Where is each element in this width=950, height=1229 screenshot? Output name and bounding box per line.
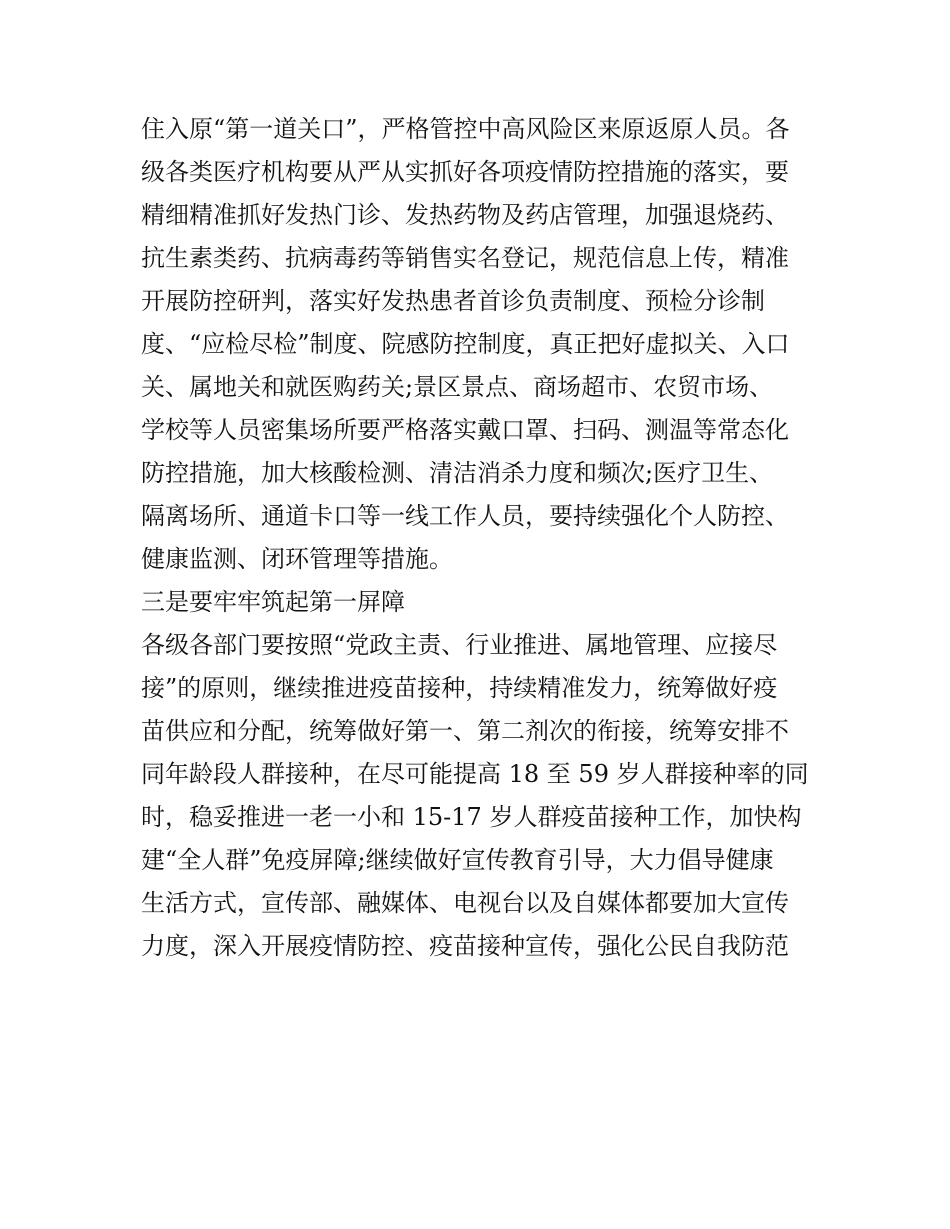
body-text xyxy=(141,108,821,968)
text-line: 学校等人员密集场所要严格落实戴口罩、扫码、测温等常态化 xyxy=(141,416,789,444)
text-line: 生活方式，宣传部、融媒体、电视台以及自媒体都要加大宣传 xyxy=(141,889,789,917)
text-line: 苗供应和分配，统筹做好第一、第二剂次的衔接，统筹安排不 xyxy=(141,717,789,745)
text-line: 住入原“第一道关口”，严格管控中高风险区来原返原人员。各 xyxy=(141,115,790,143)
text-line: 各级各部门要按照“党政主责、行业推进、属地管理、应接尽 xyxy=(141,631,778,659)
text-line: 时，稳妥推进一老一小和 15-17 岁人群疫苗接种工作，加快构 xyxy=(141,803,802,831)
text-line: 接”的原则，继续推进疫苗接种，持续精准发力，统筹做好疫 xyxy=(141,674,778,702)
text-line: 同年龄段人群接种，在尽可能提高 18 至 59 岁人群接种率的同 xyxy=(141,760,809,788)
text-line: 精细精准抓好发热门诊、发热药物及药店管理，加强退烧药、 xyxy=(141,201,789,229)
text-line: 隔离场所、通道卡口等一线工作人员，要持续强化个人防控、 xyxy=(141,502,789,530)
text-line: 建“全人群”免疫屏障;继续做好宣传教育引导，大力倡导健康 xyxy=(141,846,774,874)
section-heading: 三是要牢牢筑起第一屏障 xyxy=(141,588,405,616)
text-line: 防控措施，加大核酸检测、清洁消杀力度和频次;医疗卫生、 xyxy=(141,459,774,487)
text-line: 关、属地关和就医购药关;景区景点、商场超市、农贸市场、 xyxy=(141,373,774,401)
text-line: 级各类医疗机构要从严从实抓好各项疫情防控措施的落实，要 xyxy=(141,158,789,186)
text-line: 度、“应检尽检”制度、院感防控制度，真正把好虚拟关、入口 xyxy=(141,330,790,358)
text-line: 开展防控研判，落实好发热患者首诊负责制度、预检分诊制 xyxy=(141,287,765,315)
text-line: 抗生素类药、抗病毒药等销售实名登记，规范信息上传，精准 xyxy=(141,244,789,272)
text-line: 力度，深入开展疫情防控、疫苗接种宣传，强化公民自我防范 xyxy=(141,932,789,960)
text-line: 健康监测、闭环管理等措施。 xyxy=(141,545,453,573)
